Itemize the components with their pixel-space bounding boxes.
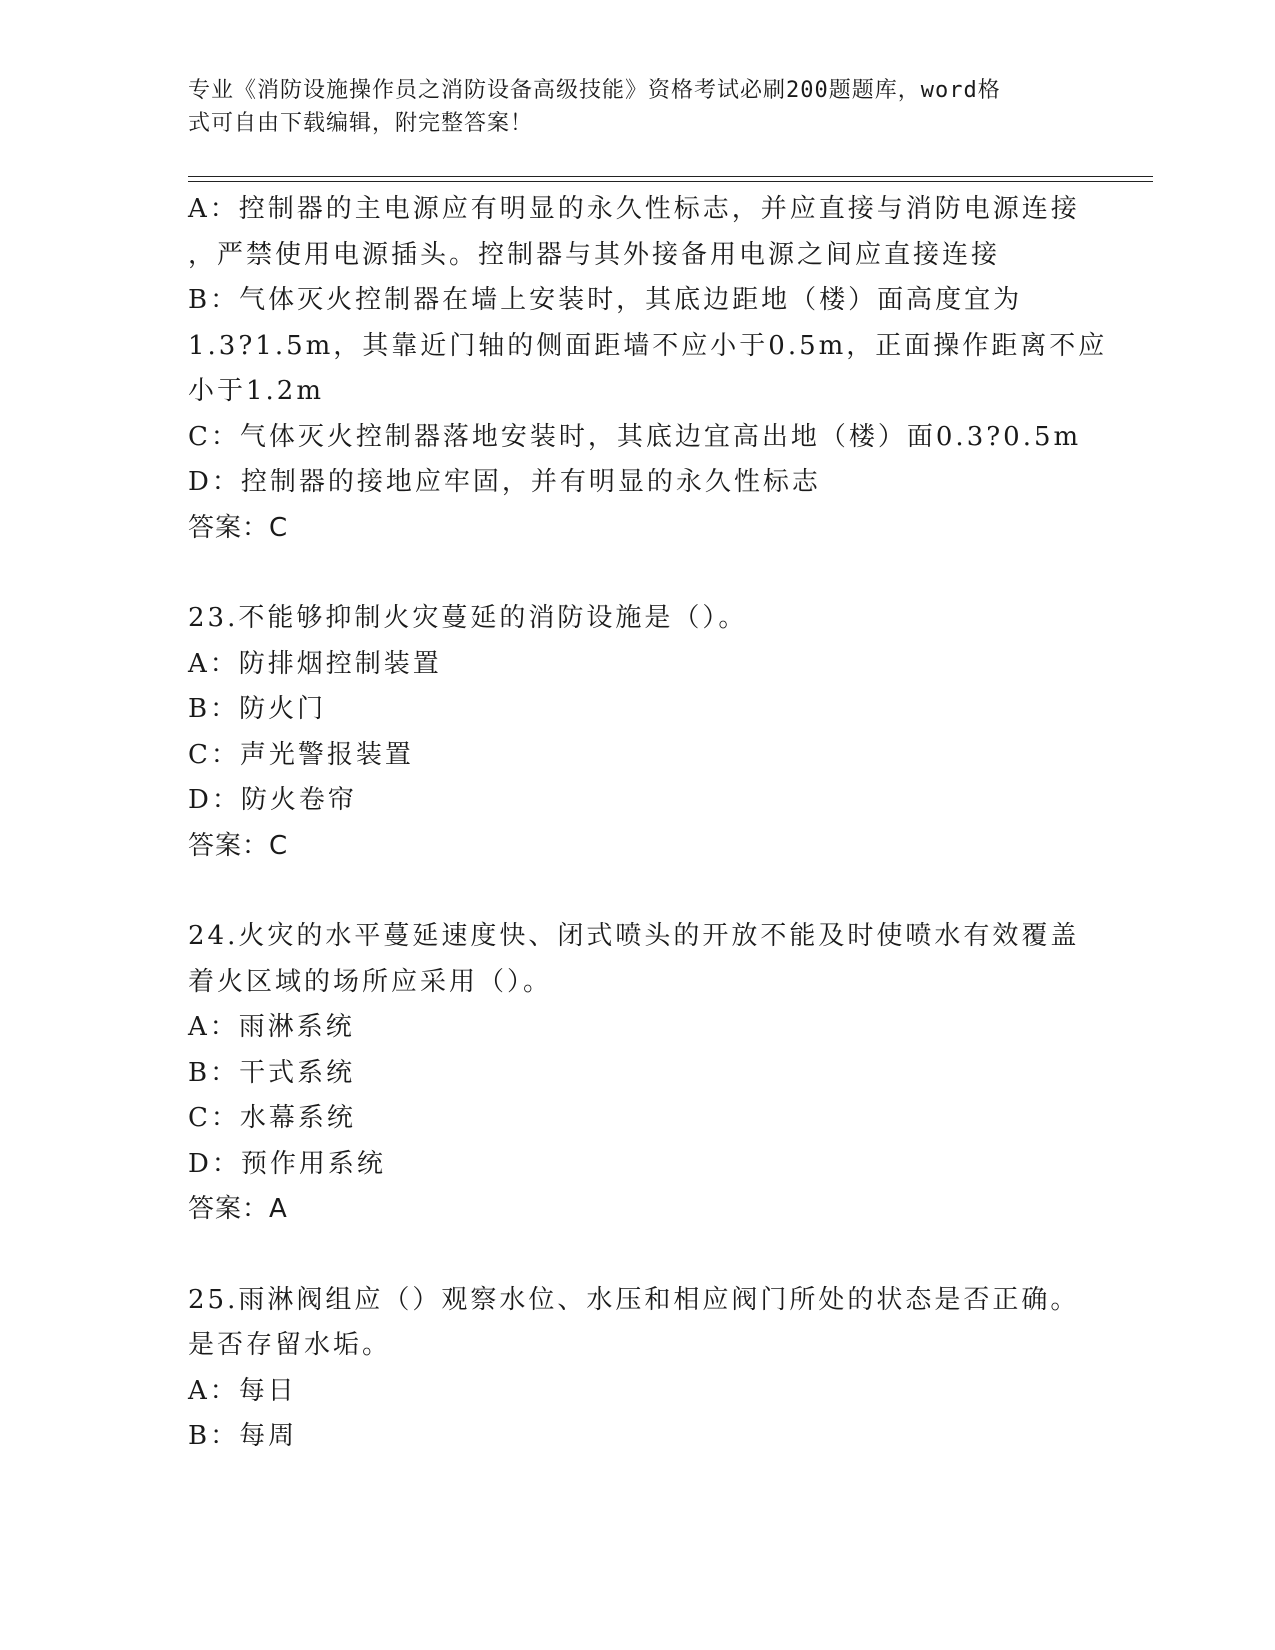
option-d: D：防火卷帘 [188,785,357,815]
spacer [188,1233,1088,1278]
option-b: B：每周 [188,1421,298,1451]
option-a-line-1: A：控制器的主电源应有明显的永久性标志，并应直接与消防电源连接 [188,194,1080,224]
header-line-1: 专业《消防设施操作员之消防设备高级技能》资格考试必刷200题题库，word格 [188,78,1001,103]
header-line-2: 式可自由下载编辑，附完整答案！ [188,111,534,136]
question-text-line-2: 是否存留水垢。 [188,1330,392,1360]
question-text: 23.不能够抑制火灾蔓延的消防设施是（）。 [188,603,748,633]
option-b-line-1: B：气体灭火控制器在墙上安装时，其底边距地（楼）面高度宜为 [188,285,1023,315]
header-divider-top [188,176,1153,177]
option-b: B：干式系统 [188,1057,356,1088]
header-divider-bottom [188,181,1153,182]
option-c: C：声光警报装置 [188,739,414,770]
option-a: A：雨淋系统 [188,1012,355,1042]
question-25 [188,1278,1088,1460]
answer: 答案：A [188,1194,288,1224]
option-c: C：水幕系统 [188,1103,356,1133]
question-text-line-2: 着火区域的场所应采用（）。 [188,966,553,997]
option-c: C：气体灭火控制器落地安装时，其底边宜高出地（楼）面0.3?0.5m [188,421,1082,452]
spacer [188,551,1088,596]
option-b: B：防火门 [188,694,327,724]
option-d: D：预作用系统 [188,1148,386,1179]
option-b-line-3: 小于1.2m [188,376,325,406]
option-a: A：每日 [188,1375,297,1406]
question-23 [188,596,1088,869]
answer: 答案：C [188,512,289,543]
question-text-line-1: 24.火灾的水平蔓延速度快、闭式喷头的开放不能及时使喷水有效覆盖 [188,921,1080,951]
option-a-line-2: ，严禁使用电源插头。控制器与其外接备用电源之间应直接连接 [188,239,1001,270]
answer: 答案：C [188,830,289,861]
spacer [188,869,1088,914]
question-list [188,187,1108,1460]
question-22 [188,187,1108,551]
document-header [188,74,1068,140]
question-24 [188,914,1088,1233]
question-text-line-1: 25.雨淋阀组应（）观察水位、水压和相应阀门所处的状态是否正确。 [188,1284,1080,1315]
option-b-line-2: 1.3?1.5m，其靠近门轴的侧面距墙不应小于0.5m，正面操作距离不应 [188,330,1108,361]
option-d: D：控制器的接地应牢固，并有明显的永久性标志 [188,467,821,497]
option-a: A：防排烟控制装置 [188,648,442,679]
